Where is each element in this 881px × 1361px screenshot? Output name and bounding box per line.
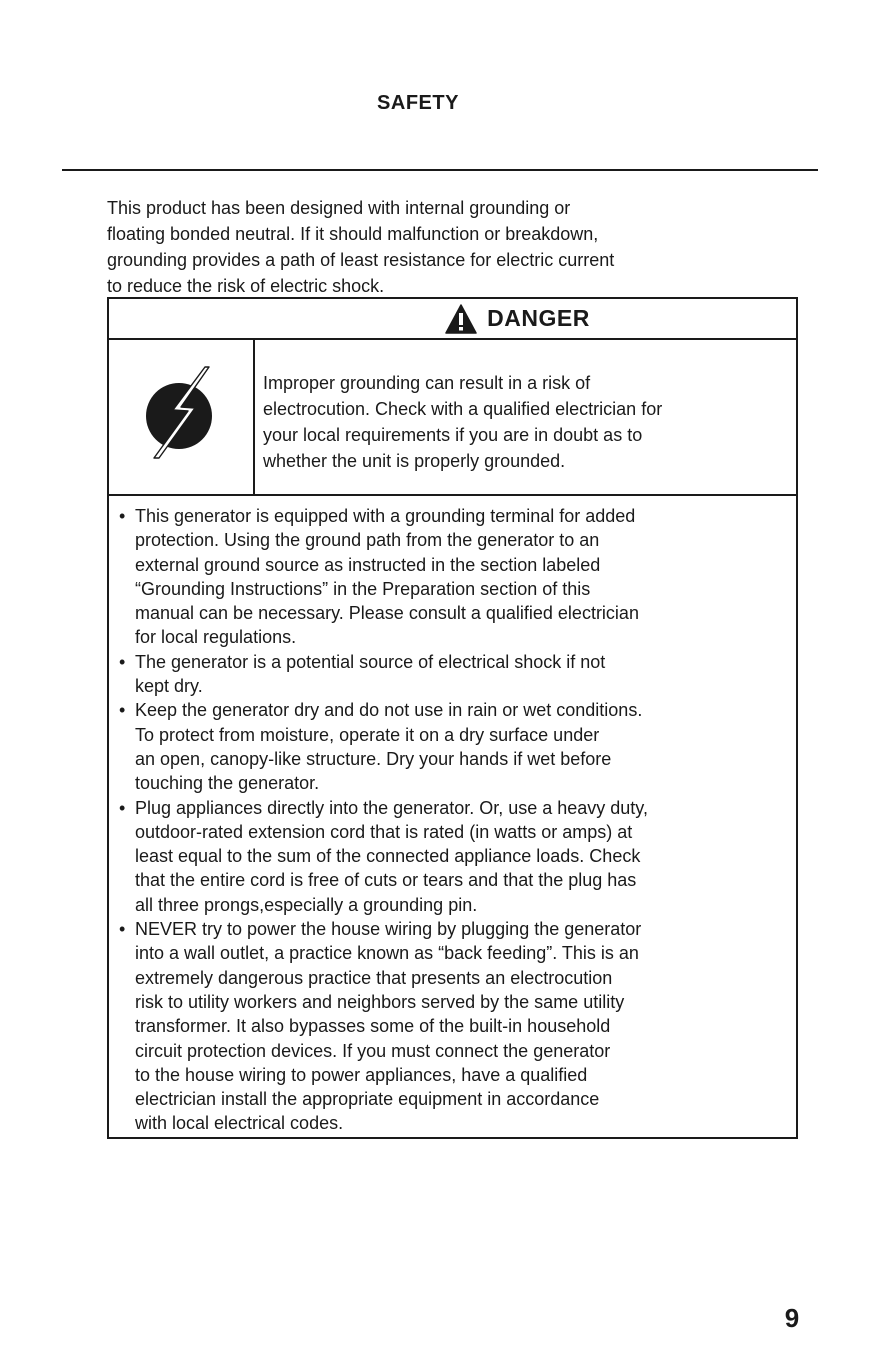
bullet-line: transformer. It also bypasses some of the built-in household (135, 1016, 611, 1037)
bullet-line: To protect from moisture, operate it on a dry surface under (135, 724, 600, 745)
bullet-line: an open, canopy-like structure. Dry your hands if wet before (135, 748, 612, 769)
hazard-icon-cell (109, 340, 255, 494)
bullet-line: kept dry. (135, 676, 203, 697)
bullet-line: circuit protection devices. If you must connect the generator (135, 1040, 611, 1061)
danger-label: DANGER (487, 305, 590, 331)
bullet-line: Keep the generator dry and do not use in rain or wet conditions. (135, 700, 643, 721)
bullet-line: with local electrical codes. (135, 1113, 344, 1134)
intro-line: floating bonded neutral. If it should malfunction or breakdown, (107, 224, 599, 244)
danger-header (109, 299, 796, 340)
bullet-line: touching the generator. (135, 773, 320, 794)
bullet-marker: • (119, 700, 126, 721)
intro-line: to reduce the risk of electric shock. (107, 276, 385, 296)
hazard-line: electrocution. Check with a qualified electrician for (263, 399, 663, 419)
bullet-line: protection. Using the ground path from the generator to an (135, 530, 600, 551)
bullet-line: external ground source as instructed in the section labeled (135, 554, 601, 575)
bullet-marker: • (119, 797, 126, 818)
bullet-line: extremely dangerous practice that presents an electrocution (135, 967, 613, 988)
intro-line: grounding provides a path of least resistance for electric current (107, 250, 615, 270)
warning-triangle-icon (445, 304, 477, 334)
bullet-line: This generator is equipped with a grounding terminal for added (135, 506, 636, 526)
hazard-message (263, 370, 793, 474)
bullet-line: manual can be necessary. Please consult a qualified electrician (135, 603, 639, 624)
bullet-marker: • (119, 651, 126, 672)
bullet-line: risk to utility workers and neighbors served by the same utility (135, 991, 625, 1012)
list-item (117, 504, 793, 650)
section-title: SAFETY (377, 92, 459, 114)
list-item (117, 650, 793, 699)
hazard-line: Improper grounding can result in a risk of (263, 373, 591, 393)
bullet-line: to the house wiring to power appliances, have a qualified (135, 1064, 588, 1085)
list-item (117, 698, 793, 795)
bullet-line: Plug appliances directly into the generator. Or, use a heavy duty, (135, 797, 648, 818)
bullet-line: least equal to the sum of the connected appliance loads. Check (135, 846, 641, 867)
bullet-line: electrician install the appropriate equipment in accordance (135, 1089, 600, 1110)
bullet-line: into a wall outlet, a practice known as “back feeding”. This is an (135, 943, 639, 964)
hazard-row (109, 340, 796, 496)
page-number: 9 (784, 1303, 800, 1333)
bullet-line: that the entire cord is free of cuts or tears and that the plug has (135, 870, 637, 891)
danger-box (107, 297, 798, 1139)
list-item (117, 917, 793, 1136)
bullet-marker: • (119, 919, 126, 940)
bullet-line: all three prongs,especially a grounding pin. (135, 894, 478, 915)
bullet-line: NEVER try to power the house wiring by plugging the generator (135, 919, 642, 940)
bullet-line: outdoor-rated extension cord that is rated (in watts or amps) at (135, 821, 633, 842)
bullet-marker: • (119, 506, 126, 526)
bullet-line: “Grounding Instructions” in the Preparation section of this (135, 578, 591, 599)
intro-paragraph (107, 195, 787, 299)
header-divider (62, 169, 818, 171)
safety-bullet-list (117, 504, 793, 1136)
intro-line: This product has been designed with internal grounding or (107, 198, 571, 218)
hazard-line: whether the unit is properly grounded. (263, 451, 566, 471)
hazard-line: your local requirements if you are in doubt as to (263, 425, 643, 445)
electrical-shock-icon (137, 364, 227, 464)
bullet-line: The generator is a potential source of electrical shock if not (135, 651, 606, 672)
list-item (117, 796, 793, 917)
bullet-line: for local regulations. (135, 627, 297, 648)
